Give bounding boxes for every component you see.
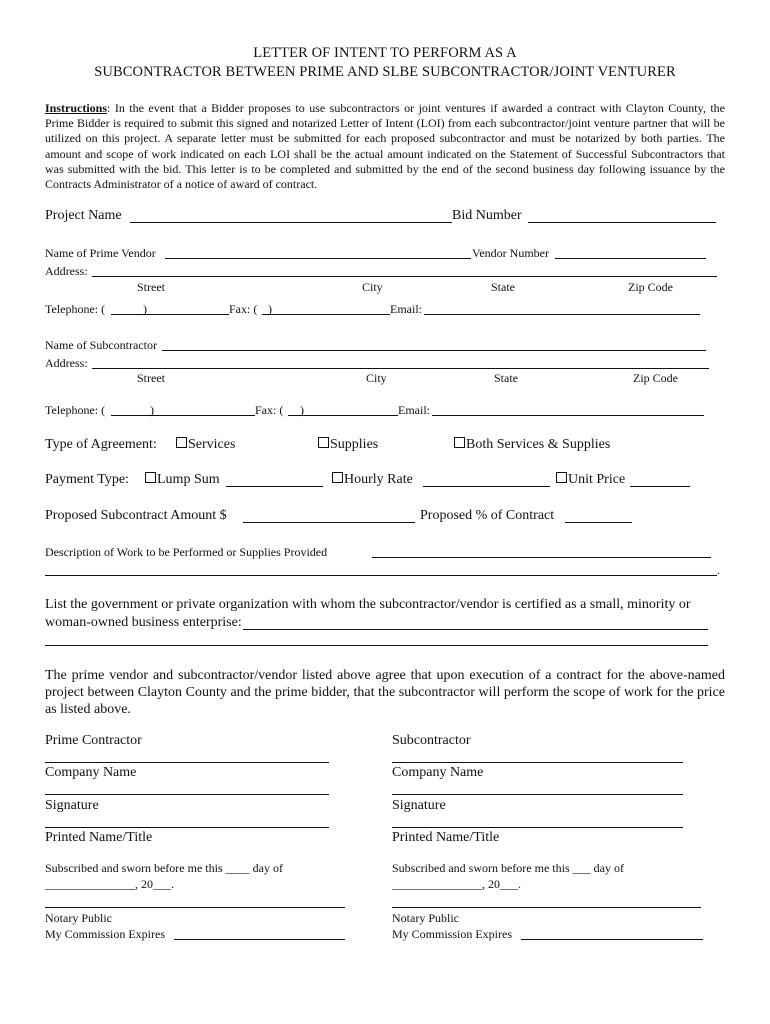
services-label: Services <box>188 437 236 452</box>
sub-telephone-field[interactable] <box>111 415 255 416</box>
prime-contractor-field[interactable] <box>45 762 329 763</box>
agreement-type-label: Type of Agreement: <box>45 437 157 452</box>
sub-fax-label: Fax: ( <box>255 403 284 417</box>
prime-signature-field[interactable] <box>45 827 329 828</box>
sub-email-field[interactable] <box>432 415 704 416</box>
prime-street-caption: Street <box>137 280 165 294</box>
prime-printed-name-label: Printed Name/Title <box>45 830 153 845</box>
prime-contractor-heading: Prime Contractor <box>45 733 142 748</box>
services-checkbox[interactable] <box>176 437 187 448</box>
sub-sworn-date[interactable]: _______________, 20___. <box>392 877 521 891</box>
unit-price-checkbox[interactable] <box>556 472 567 483</box>
hourly-rate-label: Hourly Rate <box>344 472 413 487</box>
contract-percent-field[interactable] <box>565 522 632 523</box>
prime-vendor-label: Name of Prime Vendor <box>45 246 156 260</box>
prime-state-caption: State <box>491 280 515 294</box>
contract-percent-label: Proposed % of Contract <box>420 508 555 523</box>
both-label: Both Services & Supplies <box>466 437 611 452</box>
lump-sum-label: Lump Sum <box>157 472 220 487</box>
description-label: Description of Work to be Performed or Supplies Provided <box>45 545 328 559</box>
sub-signature-field[interactable] <box>392 827 683 828</box>
bid-number-label: Bid Number <box>452 208 522 223</box>
agreement-paragraph: The prime vendor and subcontractor/vendor listed above agree that upon execution of a contract for the above-named project between Clayton County and the prime bidder, that the subcontractor will perform the scope of work for the price as listed above. <box>45 668 725 717</box>
sub-signature-label: Signature <box>392 798 446 813</box>
form-title-line-2: SUBCONTRACTOR BETWEEN PRIME AND SLBE SUBCONTRACTOR/JOINT VENTURER <box>94 64 676 80</box>
prime-signature-label: Signature <box>45 798 99 813</box>
prime-telephone-label: Telephone: ( <box>45 302 106 316</box>
sub-sworn-text: Subscribed and sworn before me this ___ day of <box>392 861 624 875</box>
prime-company-name-field[interactable] <box>45 794 329 795</box>
hourly-rate-checkbox[interactable] <box>332 472 343 483</box>
certification-field-1[interactable] <box>243 629 708 630</box>
sub-email-label: Email: <box>398 403 430 417</box>
certification-text-line-1: List the government or private organization with whom the subcontractor/vendor is certified as a small, minority or <box>45 597 691 612</box>
unit-price-label: Unit Price <box>568 472 626 487</box>
both-checkbox[interactable] <box>454 437 465 448</box>
prime-vendor-field[interactable] <box>165 258 471 259</box>
sub-company-name-field[interactable] <box>392 794 683 795</box>
certification-field-2[interactable] <box>45 645 708 646</box>
sub-fax-close: ) <box>300 403 304 417</box>
lump-sum-field[interactable] <box>226 486 323 487</box>
prime-email-field[interactable] <box>424 314 700 315</box>
sub-notary-signature-field[interactable] <box>392 907 701 908</box>
unit-price-option[interactable] <box>556 472 625 488</box>
sub-telephone-label: Telephone: ( <box>45 403 106 417</box>
project-name-label: Project Name <box>45 208 122 223</box>
prime-fax-field[interactable] <box>262 314 390 315</box>
instructions-text: : In the event that a Bidder proposes to use subcontractors or joint ventures if awarded a contract with Clayton County, the Prime Bidder is required to submit this signed and notarized Letter of Intent (LOI) from each subcontractor/joint venture partner that will be utilized on this project. A separate letter must be submitted for each proposed subcontractor and must be notarized by both parties. The amount and scope of work indicated on each LOI shall be the actual amount indicated on the Statement of Successful Subcontractors that was submitted with the bid. This letter is to be completed and submitted by the end of the second business day following issuance by the Contracts Administrator of a notice of award of contract. <box>45 101 725 192</box>
prime-company-name-label: Company Name <box>45 765 137 780</box>
sub-state-caption: State <box>494 371 518 385</box>
instructions-lead: Instructions <box>45 101 108 115</box>
subcontract-amount-field[interactable] <box>243 522 415 523</box>
sub-city-caption: City <box>366 371 387 385</box>
prime-notary-signature-field[interactable] <box>45 907 345 908</box>
subcontractor-name-label: Name of Subcontractor <box>45 338 157 352</box>
form-title-line-1: LETTER OF INTENT TO PERFORM AS A <box>253 45 517 61</box>
vendor-number-field[interactable] <box>555 258 706 259</box>
prime-sworn-text: Subscribed and sworn before me this ____ day of <box>45 861 283 875</box>
prime-fax-close: ) <box>268 302 272 316</box>
subcontractor-heading: Subcontractor <box>392 733 471 748</box>
lump-sum-option[interactable] <box>145 472 220 488</box>
supplies-label: Supplies <box>330 437 379 452</box>
prime-address-field[interactable] <box>92 276 717 277</box>
both-option[interactable] <box>454 437 610 453</box>
prime-notary-public-label: Notary Public <box>45 911 112 925</box>
hourly-rate-option[interactable] <box>332 472 413 488</box>
prime-sworn-date[interactable]: _______________, 20___. <box>45 877 174 891</box>
services-option[interactable] <box>176 437 235 453</box>
sub-zip-caption: Zip Code <box>633 371 678 385</box>
prime-address-label: Address: <box>45 264 88 278</box>
description-field-2[interactable] <box>45 575 717 576</box>
sub-address-field[interactable] <box>92 368 709 369</box>
bid-number-field[interactable] <box>528 222 716 223</box>
hourly-rate-field[interactable] <box>423 486 550 487</box>
sub-address-label: Address: <box>45 356 88 370</box>
sub-commission-expires-field[interactable] <box>521 939 703 940</box>
prime-telephone-close: ) <box>143 302 147 316</box>
prime-commission-expires-field[interactable] <box>174 939 345 940</box>
payment-type-label: Payment Type: <box>45 472 129 487</box>
prime-email-label: Email: <box>390 302 422 316</box>
prime-commission-expires-label: My Commission Expires <box>45 927 166 941</box>
project-name-field[interactable] <box>130 222 452 223</box>
sub-commission-expires-label: My Commission Expires <box>392 927 513 941</box>
sub-company-name-label: Company Name <box>392 765 484 780</box>
vendor-number-label: Vendor Number <box>472 246 549 260</box>
lump-sum-checkbox[interactable] <box>145 472 156 483</box>
subcontract-amount-label: Proposed Subcontract Amount $ <box>45 508 227 523</box>
sub-street-caption: Street <box>137 371 165 385</box>
supplies-option[interactable] <box>318 437 378 453</box>
prime-city-caption: City <box>362 280 383 294</box>
unit-price-field[interactable] <box>630 486 690 487</box>
description-period: . <box>717 563 720 577</box>
certification-text-line-2: woman-owned business enterprise: <box>45 615 242 630</box>
sub-telephone-close: ) <box>150 403 154 417</box>
prime-fax-label: Fax: ( <box>229 302 258 316</box>
description-field-1[interactable] <box>372 557 711 558</box>
prime-zip-caption: Zip Code <box>628 280 673 294</box>
sub-fax-field[interactable] <box>288 415 398 416</box>
instructions-paragraph <box>45 101 725 192</box>
sub-printed-name-label: Printed Name/Title <box>392 830 500 845</box>
subcontractor-field[interactable] <box>392 762 683 763</box>
prime-telephone-field[interactable] <box>111 314 229 315</box>
sub-notary-public-label: Notary Public <box>392 911 459 925</box>
subcontractor-name-field[interactable] <box>162 350 706 351</box>
supplies-checkbox[interactable] <box>318 437 329 448</box>
